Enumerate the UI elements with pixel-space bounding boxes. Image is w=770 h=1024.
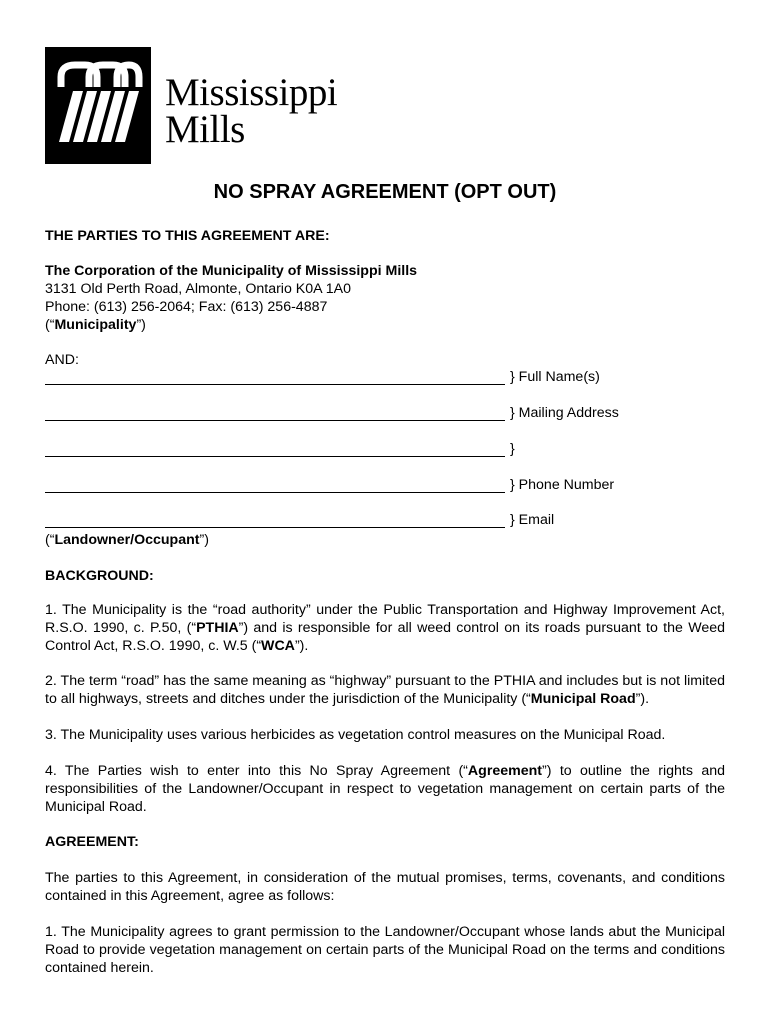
background-paragraph-4: 4. The Parties wish to enter into this No Spray Agreement (“Agreement”) to outline the rights and responsibilities of the Landowner/Occupant in respect to vegetation management on certain parts of the Municipal Road.	[45, 763, 726, 815]
full-name-label: } Full Name(s)	[510, 369, 600, 385]
email-label: } Email	[510, 512, 555, 528]
mailing-address-field-2[interactable]	[45, 441, 725, 459]
background-paragraph-3: 3. The Municipality uses various herbicides as vegetation control measures on the Municipal Road.	[45, 727, 666, 743]
municipality-name: The Corporation of the Municipality of Mississippi Mills	[45, 263, 418, 279]
agreement-paragraph-1: 1. The Municipality agrees to grant permission to the Landowner/Occupant whose lands abut the Municipal Road to provide vegetation management on certain parts of the Municipal Road on the terms and conditions contained herein.	[45, 924, 725, 976]
email-line[interactable]	[45, 527, 505, 528]
logo-wordmark	[165, 71, 338, 151]
agreement-heading: AGREEMENT:	[45, 834, 139, 850]
municipality-block	[45, 262, 725, 334]
mailing-address-line[interactable]	[45, 420, 505, 421]
logo-line-1: Mississippi	[165, 71, 338, 114]
background-heading: BACKGROUND:	[45, 568, 154, 584]
and-label: AND:	[45, 352, 79, 368]
document-title: NO SPRAY AGREEMENT (OPT OUT)	[213, 181, 557, 203]
municipality-label: (“Municipality”)	[45, 317, 146, 333]
phone-number-field[interactable]	[45, 477, 725, 495]
phone-number-label: } Phone Number	[510, 477, 615, 493]
mailing-address-label-2: }	[510, 441, 515, 457]
email-field[interactable]	[45, 512, 725, 530]
parties-heading: THE PARTIES TO THIS AGREEMENT ARE:	[45, 228, 330, 244]
logo-line-2: Mills	[165, 108, 245, 151]
agreement-intro: The parties to this Agreement, in consideration of the mutual promises, terms, covenants, and conditions contained in this Agreement, agree as follows:	[45, 870, 725, 904]
phone-number-line[interactable]	[45, 492, 505, 493]
mailing-address-label: } Mailing Address	[510, 405, 619, 421]
full-name-line[interactable]	[45, 384, 505, 385]
landowner-label: (“Landowner/Occupant”)	[45, 532, 209, 548]
mm-logo-icon	[45, 47, 151, 164]
full-name-field[interactable]	[45, 369, 725, 387]
background-paragraph-1: 1. The Municipality is the “road authority” under the Public Transportation and Highway Improvement Act, R.S.O. 1990, c. P.50, (“PTHIA”) and is responsible for all weed control on its roads pursuant to the Weed Control Act, R.S.O. 1990, c. W.5 (“WCA”).	[45, 602, 726, 654]
background-paragraph-2: 2. The term “road” has the same meaning as “highway” pursuant to the PTHIA and includes but is not limited to all highways, streets and ditches under the jurisdiction of the Municipality (“Municipal Road”).	[45, 673, 725, 707]
mailing-address-field[interactable]	[45, 405, 725, 423]
municipality-logo-mark	[45, 47, 151, 164]
municipality-address: 3131 Old Perth Road, Almonte, Ontario K0A 1A0	[45, 281, 352, 297]
mailing-address-line-2[interactable]	[45, 456, 505, 457]
municipality-phone: Phone: (613) 256-2064; Fax: (613) 256-4887	[45, 299, 328, 315]
